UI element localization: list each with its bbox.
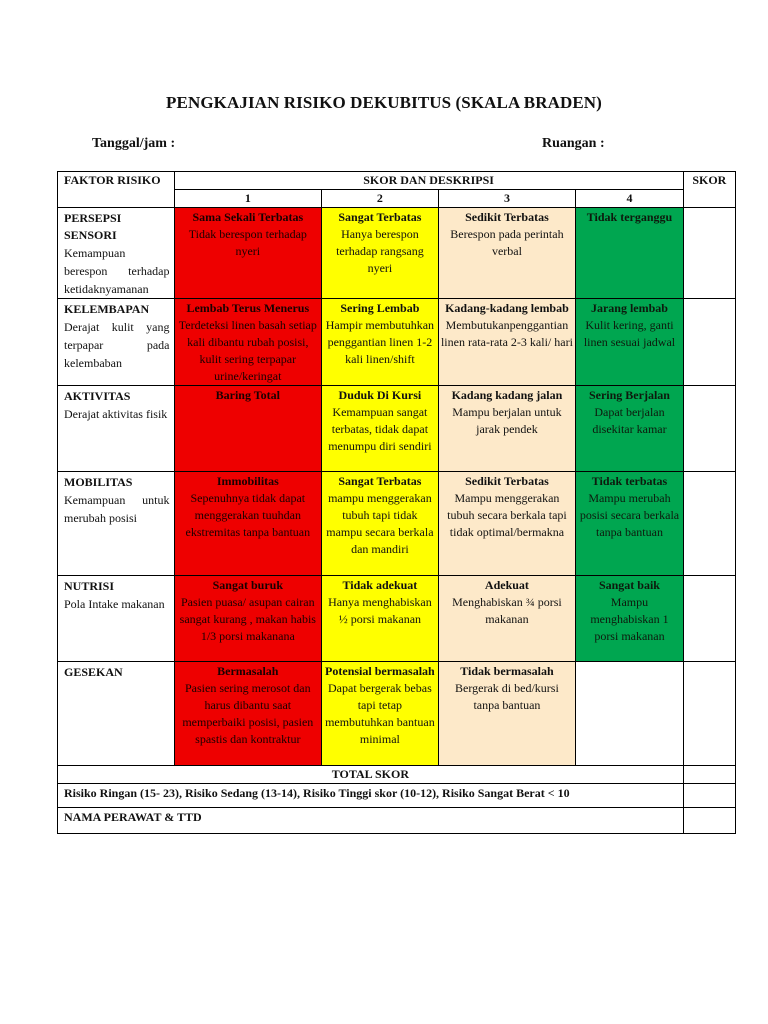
score-cell-1	[174, 576, 322, 662]
score-cell-3	[438, 576, 576, 662]
score-heading: Bermasalah	[217, 664, 279, 678]
score-description: mampu menggerakan tubuh tapi tidak mampu secara berkala dan mandiri	[326, 491, 434, 556]
score-cell-1	[174, 662, 322, 766]
score-heading: Sangat Terbatas	[338, 210, 422, 224]
factor-name: AKTIVITAS	[64, 389, 131, 403]
score-heading: Tidak adekuat	[342, 578, 418, 592]
table-row	[58, 472, 736, 576]
table-row	[58, 576, 736, 662]
total-skor-cell[interactable]	[683, 766, 735, 784]
total-skor-label: TOTAL SKOR	[58, 766, 684, 784]
risk-legend-skor-cell[interactable]	[683, 784, 735, 808]
score-description: Mampu berjalan untuk jarak pendek	[452, 405, 562, 436]
factor-name: MOBILITAS	[64, 475, 133, 489]
score-heading: Immobilitas	[216, 474, 279, 488]
score-cell-1	[174, 472, 322, 576]
score-cell-2	[322, 386, 439, 472]
factor-name: NUTRISI	[64, 579, 115, 593]
score-heading: Tidak bermasalah	[460, 664, 554, 678]
score-heading: Adekuat	[484, 578, 529, 592]
score-heading: Sering Lembab	[340, 301, 420, 315]
score-description: Bergerak di bed/kursi tanpa bantuan	[455, 681, 559, 712]
header-level-3: 3	[438, 190, 576, 208]
score-description: Kulit kering, ganti linen sesuai jadwal	[583, 318, 676, 349]
score-cell-3	[438, 299, 576, 386]
score-description: Menghabiskan ¾ porsi makanan	[452, 595, 562, 626]
skor-input-cell[interactable]	[683, 299, 735, 386]
score-heading: Sama Sekali Terbatas	[192, 210, 304, 224]
factor-nutrisi	[58, 576, 175, 662]
score-cell-4-empty	[576, 662, 683, 766]
skor-input-cell[interactable]	[683, 472, 735, 576]
score-heading: Kadang kadang jalan	[451, 388, 563, 402]
score-description: Tidak berespon terhadap nyeri	[188, 227, 307, 258]
score-cell-4	[576, 576, 683, 662]
page-title: PENGKAJIAN RISIKO DEKUBITUS (SKALA BRADEN)	[166, 93, 602, 112]
score-heading: Duduk Di Kursi	[338, 388, 422, 402]
factor-gesekan	[58, 662, 175, 766]
score-description: Hanya berespon terhadap rangsang nyeri	[336, 227, 424, 275]
nurse-name-signature: NAMA PERAWAT & TTD	[58, 808, 684, 834]
header-skor-deskripsi: SKOR DAN DESKRIPSI	[174, 172, 683, 190]
score-cell-1	[174, 299, 322, 386]
score-cell-2	[322, 662, 439, 766]
skor-input-cell[interactable]	[683, 386, 735, 472]
score-cell-2	[322, 576, 439, 662]
score-description: Terdeteksi linen basah setiap kali dibantu rubah posisi, kulit sering terpapar urine/keringat	[178, 318, 317, 383]
score-description: Dapat bergerak bebas tapi tetap membutuhkan bantuan minimal	[325, 681, 435, 746]
score-heading: Baring Total	[215, 388, 280, 402]
header-level-2: 2	[322, 190, 439, 208]
score-cell-1	[174, 208, 322, 299]
header-level-4: 4	[576, 190, 683, 208]
score-heading: Potensial bermasalah	[325, 664, 435, 678]
risk-legend: Risiko Ringan (15- 23), Risiko Sedang (13-14), Risiko Tinggi skor (10-12), Risiko Sangat Berat < 10	[58, 784, 684, 808]
score-description: Hanya menghabiskan ½ porsi makanan	[328, 595, 432, 626]
score-heading: Kadang-kadang lembab	[445, 301, 569, 315]
nurse-signature-cell[interactable]	[683, 808, 735, 834]
table-row	[58, 208, 736, 299]
score-cell-2	[322, 299, 439, 386]
score-cell-2	[322, 472, 439, 576]
score-heading: Sering Berjalan	[588, 388, 670, 402]
table-row	[58, 386, 736, 472]
score-heading: Lembab Terus Menerus	[186, 301, 310, 315]
factor-kelembapan	[58, 299, 175, 386]
factor-description: Derajat kulit yang terpapar pada kelembaban	[64, 320, 170, 370]
factor-description: Pola Intake makanan	[64, 597, 165, 611]
score-heading: Sedikit Terbatas	[465, 474, 549, 488]
factor-description: Kemampuan berespon terhadap ketidaknyamanan	[64, 246, 170, 296]
braden-scale-table	[57, 171, 736, 834]
score-cell-3	[438, 208, 576, 299]
tanggal-jam-label: Tanggal/jam :	[92, 136, 176, 151]
score-heading: Sedikit Terbatas	[465, 210, 549, 224]
factor-persepsi-sensori	[58, 208, 175, 299]
score-description: Mampu merubah posisi secara berkala tanpa bantuan	[579, 491, 680, 539]
score-cell-3	[438, 386, 576, 472]
skor-input-cell[interactable]	[683, 208, 735, 299]
score-description: Sepenuhnya tidak dapat menggerakan tuuhdan ekstremitas tanpa bantuan	[185, 491, 311, 539]
score-cell-4	[576, 299, 683, 386]
factor-name: KELEMBAPAN	[64, 302, 150, 316]
header-faktor-risiko: FAKTOR RISIKO	[58, 172, 175, 208]
score-cell-4	[576, 386, 683, 472]
factor-mobilitas	[58, 472, 175, 576]
score-cell-1	[174, 386, 322, 472]
score-cell-4	[576, 208, 683, 299]
ruangan-label: Ruangan :	[542, 136, 605, 151]
factor-aktivitas	[58, 386, 175, 472]
score-description: Kemampuan sangat terbatas, tidak dapat menumpu diri sendiri	[328, 405, 432, 453]
score-heading: Sangat buruk	[212, 578, 283, 592]
score-description: Mampu menggerakan tubuh secara berkala tapi tidak optimal/bermakna	[447, 491, 567, 539]
factor-name: PERSEPSI SENSORI	[64, 211, 122, 242]
score-description: Berespon pada perintah verbal	[450, 227, 564, 258]
score-heading: Sangat baik	[598, 578, 660, 592]
score-description: Dapat berjalan disekitar kamar	[592, 405, 667, 436]
factor-description: Kemampuan untuk merubah posisi	[64, 493, 170, 525]
table-row	[58, 662, 736, 766]
score-heading: Tidak terganggu	[586, 210, 673, 224]
score-description: Pasien puasa/ asupan cairan sangat kurang , makan habis 1/3 porsi makanana	[179, 595, 316, 643]
score-heading: Sangat Terbatas	[338, 474, 422, 488]
score-cell-3	[438, 472, 576, 576]
score-heading: Tidak terbatas	[591, 474, 668, 488]
header-skor: SKOR	[683, 172, 735, 208]
score-description: Mampu menghabiskan 1 porsi makanan	[590, 595, 669, 643]
score-heading: Jarang lembab	[590, 301, 668, 315]
score-cell-4	[576, 472, 683, 576]
factor-name: GESEKAN	[64, 665, 123, 679]
score-description: Membutukanpenggantian linen rata-rata 2-3 kali/ hari	[440, 318, 573, 349]
skor-input-cell[interactable]	[683, 576, 735, 662]
header-level-1: 1	[174, 190, 322, 208]
skor-input-cell[interactable]	[683, 662, 735, 766]
score-cell-3	[438, 662, 576, 766]
score-description: Pasien sering merosot dan harus dibantu saat memperbaiki posisi, pasien spastis dan kontraktur	[182, 681, 314, 746]
factor-description: Derajat aktivitas fisik	[64, 407, 168, 421]
score-description: Hampir membutuhkan penggantian linen 1-2 kali linen/shift	[325, 318, 435, 366]
score-cell-2	[322, 208, 439, 299]
table-row	[58, 299, 736, 386]
